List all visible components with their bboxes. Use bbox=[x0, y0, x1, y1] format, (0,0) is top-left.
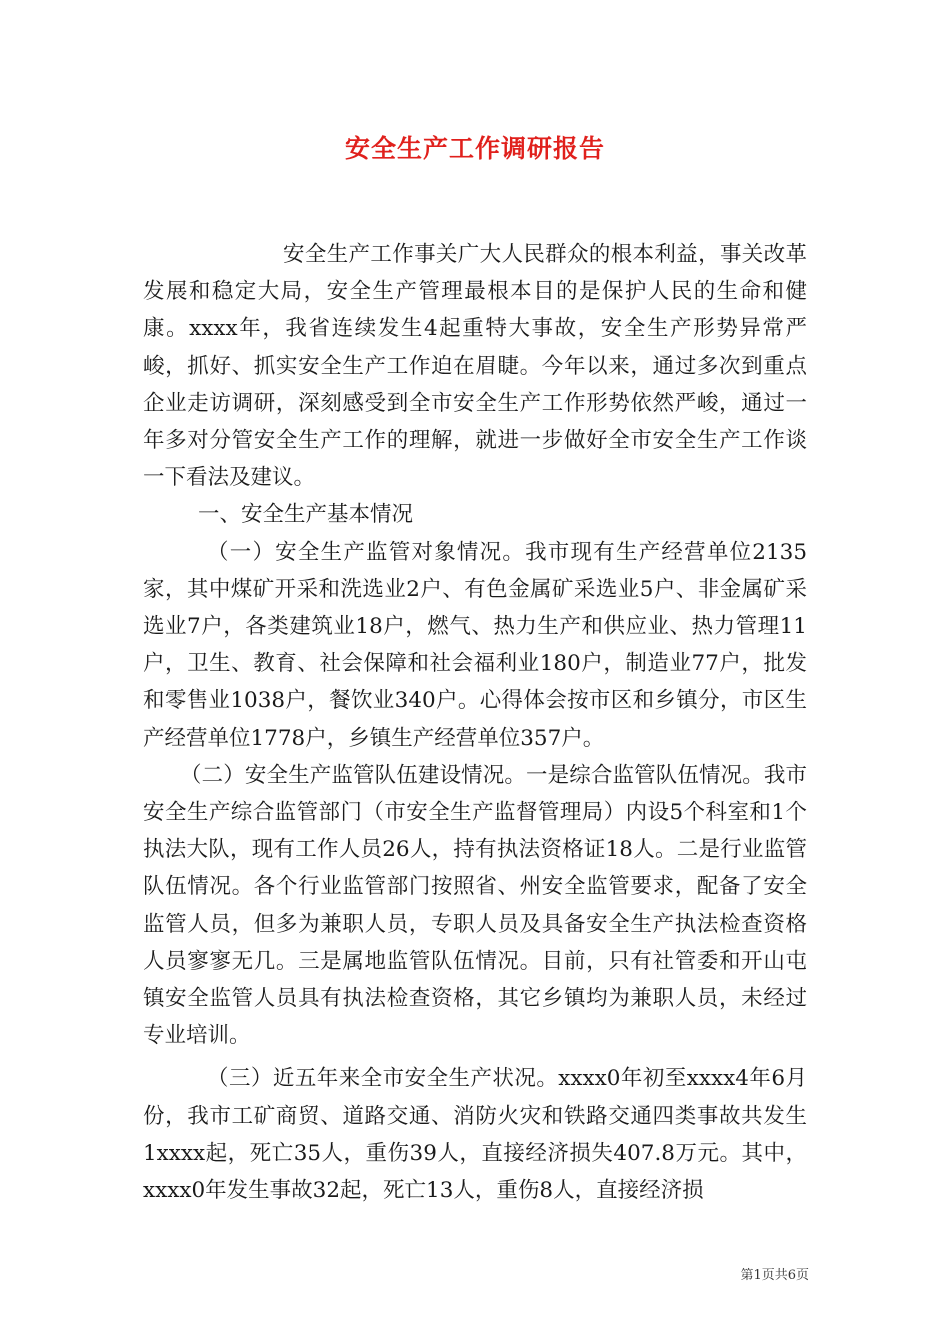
paragraph-intro: 安全生产工作事关广大人民群众的根本利益，事关改革发展和稳定大局，安全生产管理最根本目的是保护人民的生命和健康。xxxx年，我省连续发生4起重特大事故，安全生产形势异常严峻，抓好、抓实安全生产工作迫在眉睫。今年以来，通过多次到重点企业走访调研，深刻感受到全市安全生产工作形势依然严峻，通过一年多对分管安全生产工作的理解，就进一步做好全市安全生产工作谈一下看法及建议。 bbox=[143, 242, 807, 491]
page-number: 第1页共6页 bbox=[740, 1268, 809, 1283]
section-heading: 一、安全生产基本情况 bbox=[198, 502, 414, 528]
paragraph-subsection-1: （一）安全生产监管对象情况。我市现有生产经营单位2135家，其中煤矿开采和洗选业2户、有色金属矿采选业5户、非金属矿采选业7户，各类建筑业18户，燃气、热力生产和供应业、热力管理11户，卫生、教育、社会保障和社会福利业180户，制造业77户，批发和零售业1038户，餐饮业340户。心得体会按市区和乡镇分，市区生产经营单位1778户，乡镇生产经营单位357户。 bbox=[143, 539, 807, 751]
document-title: 安全生产工作调研报告 bbox=[344, 134, 605, 163]
paragraph-subsection-2: （二）安全生产监管队伍建设情况。一是综合监管队伍情况。我市安全生产综合监管部门（市安全生产监督管理局）内设5个科室和1个执法大队，现有工作人员26人，持有执法资格证18人。二是行业监管队伍情况。各个行业监管部门按照省、州安全监管要求，配备了安全监管人员，但多为兼职人员，专职人员及具备安全生产执法检查资格人员寥寥无几。三是属地监管队伍情况。目前，只有社管委和开山屯镇安全监管人员具有执法检查资格，其它乡镇均为兼职人员，未经过专业培训。 bbox=[143, 762, 807, 1049]
paragraph-subsection-3: （三）近五年来全市安全生产状况。xxxx0年初至xxxx4年6月份，我市工矿商贸、道路交通、消防火灾和铁路交通四类事故共发生1xxxx起，死亡35人，重伤39人，直接经济损失407.8万元。其中，xxxx0年发生事故32起，死亡13人，重伤8人，直接经济损 bbox=[143, 1066, 807, 1204]
document-body bbox=[143, 236, 807, 1209]
